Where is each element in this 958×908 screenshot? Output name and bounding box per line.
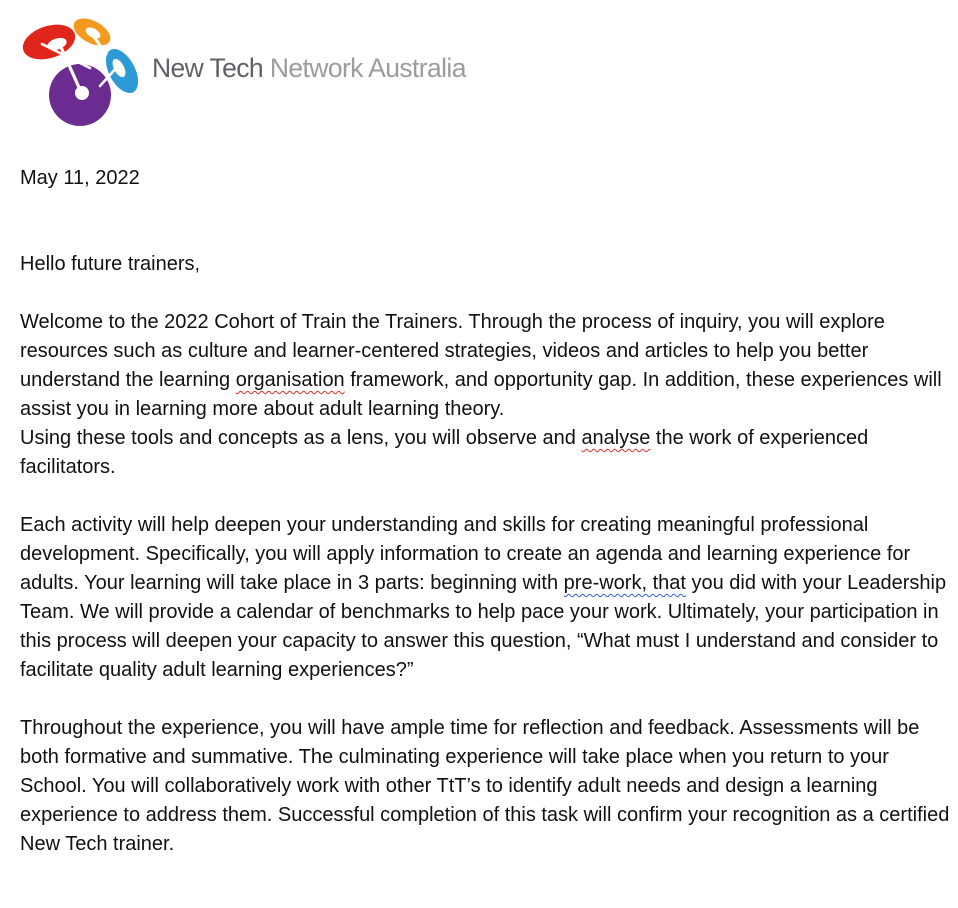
logo-wordmark-network: Network Australia [269, 52, 466, 83]
greeting: Hello future trainers, [20, 253, 201, 275]
new-tech-network-logo-icon [20, 16, 138, 128]
spelling-flag[interactable]: organisation [235, 369, 345, 391]
paragraph-text: you did with your Leadership Team. We will provide a calendar of benchmarks to help pace your work. Ultimately, your participation in this process will deepen your capacity to answer this question, “What must I understand and consider to facilitate quality adult learning experiences?” [20, 572, 947, 681]
letter-body [20, 250, 952, 859]
paragraph-activity [20, 511, 952, 685]
paragraph-experience: Throughout the experience, you will have ample time for reflection and feedback. Assessments will be both formative and summative. The culminating experience will take place when you return to your School. You will collaboratively work with other TtT’s to identify adult needs and design a learning experience to address them. Successful completion of this task will confirm your recognition as a certified New Tech trainer. [20, 717, 950, 855]
logo-wordmark [152, 53, 466, 84]
paragraph-text: Using these tools and concepts as a lens, you will observe and [20, 427, 582, 449]
spelling-flag[interactable]: analyse [581, 427, 651, 449]
paragraph-observe [20, 424, 952, 482]
grammar-flag[interactable]: pre-work, that [563, 572, 686, 594]
paragraph-text: Welcome to the 2022 Cohort of Train the Trainers. Through the process of inquiry, you will explore resources such as culture and learner-centered strategies, videos and articles to help you better understand the learning [20, 311, 885, 391]
paragraph-text: framework, and opportunity gap. In addition, these experiences will assist you in learning more about adult learning theory. [20, 369, 942, 420]
logo-wordmark-newtech: New Tech [152, 52, 264, 83]
paragraph-text: Each activity will help deepen your understanding and skills for creating meaningful professional development. Specifically, you will apply information to create an agenda and learning experience for adults. Your learning will take place in 3 parts: beginning with [20, 514, 911, 594]
paragraph-spacer [20, 685, 952, 714]
letter-date: May 11, 2022 [20, 167, 140, 189]
paragraph-text: the work of experienced facilitators. [20, 427, 869, 478]
paragraph-spacer [20, 279, 952, 308]
organization-logo [20, 16, 466, 128]
paragraph-welcome [20, 308, 952, 424]
paragraph-spacer [20, 482, 952, 511]
